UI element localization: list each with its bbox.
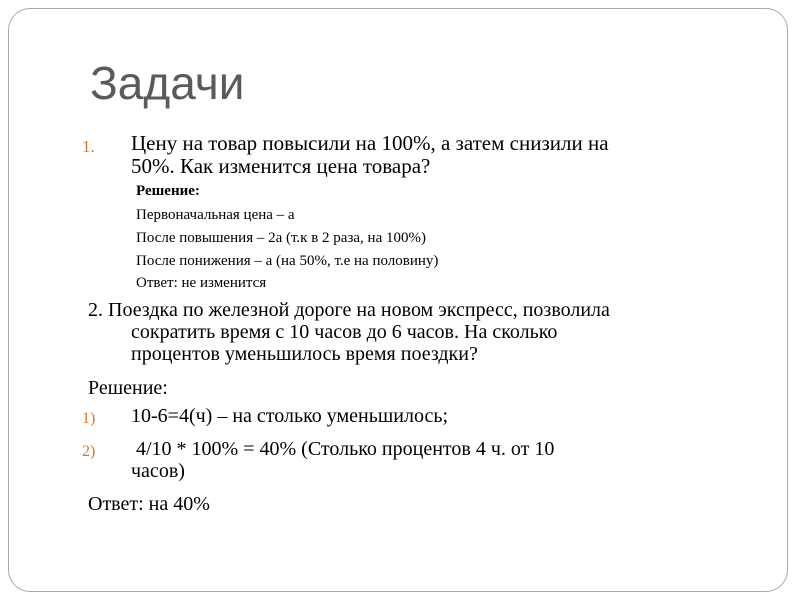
task1-number: 1. <box>82 137 95 156</box>
solution2-marker-1: 1) <box>82 410 96 427</box>
task1-answer: Ответ: не изменится <box>136 275 267 291</box>
task1-line-1: Цену на товар повысили на 100%, а затем снизили на <box>131 131 609 155</box>
task1-step-1: Первоначальная цена – а <box>136 207 295 223</box>
task1-solution-label: Решение: <box>136 183 200 199</box>
slide-title: Задачи <box>90 57 245 109</box>
solution2-item-2-continuation: часов) <box>131 460 185 482</box>
task1-step-2: После повышения – 2а (т.к в 2 раза, на 100%) <box>136 230 426 246</box>
task1-step-3: После понижения – а (на 50%, т.е на половину) <box>136 253 439 269</box>
task2-line-2: сократить время с 10 часов до 6 часов. На сколько <box>131 321 558 343</box>
solution2-item-1: 10-6=4(ч) – на столько уменьшилось; <box>131 405 449 427</box>
solution2-item-2: 4/10 * 100% = 40% (Столько процентов 4 ч. от 10 <box>131 438 555 460</box>
task2-line-1: 2. Поездка по железной дороге на новом экспресс, позволила <box>88 299 610 321</box>
solution2-label: Решение: <box>88 377 168 399</box>
solution2-marker-2: 2) <box>82 443 96 460</box>
task2-line-3: процентов уменьшилось время поездки? <box>131 343 478 365</box>
task1-line-2: 50%. Как изменится цена товара? <box>131 154 431 178</box>
solution2-answer: Ответ: на 40% <box>88 493 210 515</box>
